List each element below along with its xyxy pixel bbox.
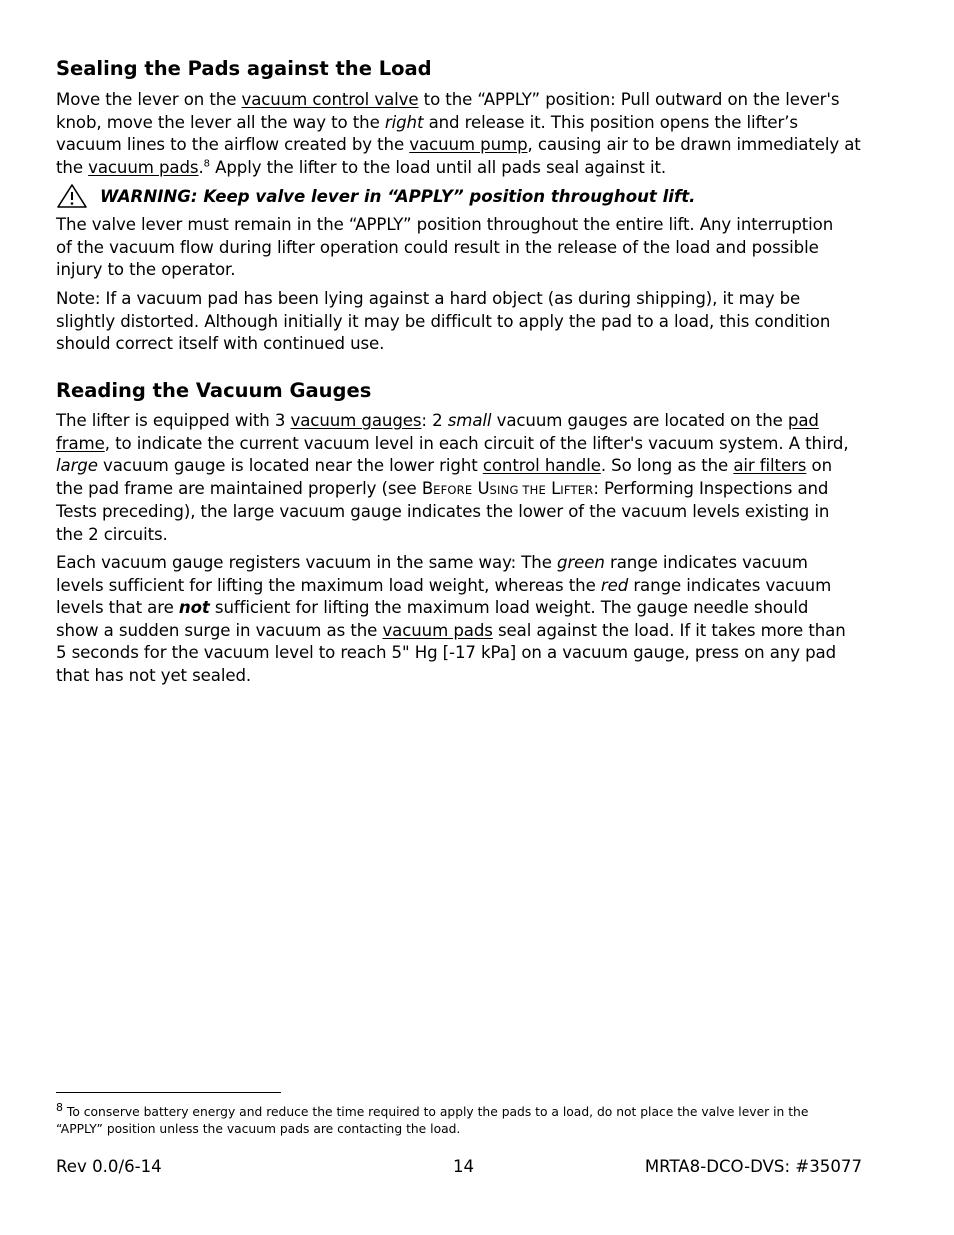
text: the bbox=[56, 157, 89, 177]
text: U bbox=[472, 478, 490, 498]
text-line: of the vacuum flow during lifter operation could result in the release of the load and possible bbox=[56, 237, 819, 257]
text: the pad frame are maintained properly (see bbox=[56, 478, 422, 498]
link-vacuum-control-valve: vacuum control valve bbox=[241, 90, 419, 109]
text: , causing air to be drawn immediately at bbox=[527, 135, 861, 155]
text: SING THE bbox=[489, 482, 546, 497]
text: B bbox=[421, 478, 434, 498]
paragraph-note bbox=[56, 288, 866, 356]
text: vacuum gauges are located on the bbox=[491, 411, 788, 430]
text-line: Tests preceding), the large vacuum gauge indicates the lower of the vacuum levels existing in bbox=[56, 502, 830, 522]
paragraph-gauges-intro bbox=[56, 410, 866, 547]
text: vacuum gauge is located near the lower right bbox=[97, 456, 483, 476]
text-line: the 2 circuits. bbox=[56, 524, 168, 544]
warning-callout bbox=[56, 183, 866, 211]
link-vacuum-pump: vacuum pump bbox=[409, 135, 528, 155]
section-heading-sealing: Sealing the Pads against the Load bbox=[56, 57, 432, 80]
link-air-filters: air filters bbox=[733, 456, 807, 476]
emphasis-small: small bbox=[447, 411, 492, 430]
text: L bbox=[545, 478, 561, 498]
link-vacuum-pads: vacuum pads bbox=[88, 157, 199, 177]
text: levels that are bbox=[56, 598, 179, 618]
text-line: “APPLY” position unless the vacuum pads are contacting the load. bbox=[56, 1122, 461, 1136]
emphasis-red: red bbox=[600, 575, 629, 595]
link-vacuum-gauges: vacuum gauges bbox=[290, 411, 422, 430]
text: and release it. This position opens the lifter’s bbox=[423, 112, 798, 132]
emphasis-not: not bbox=[178, 598, 210, 618]
text: seal against the load. If it takes more than bbox=[492, 620, 846, 640]
footnote-separator bbox=[56, 1092, 281, 1093]
page-footer bbox=[56, 1157, 862, 1179]
text-line: that has not yet sealed. bbox=[56, 665, 252, 685]
footer-revision: Rev 0.0/6-14 bbox=[56, 1157, 162, 1176]
text: show a sudden surge in vacuum as the bbox=[56, 620, 383, 640]
text: . bbox=[198, 157, 204, 177]
link-control-handle: control handle bbox=[482, 456, 601, 476]
text: IFTER bbox=[560, 482, 594, 497]
footnote-number: 8 bbox=[56, 1100, 63, 1114]
warning-text: WARNING: Keep valve lever in “APPLY” position throughout lift. bbox=[100, 187, 696, 206]
text: range indicates vacuum bbox=[628, 575, 832, 595]
footer-document-id: MRTA8-DCO-DVS: #35077 bbox=[644, 1157, 862, 1176]
text: : 2 bbox=[421, 411, 448, 430]
text: to the “APPLY” position: Pull outward on the lever's bbox=[418, 90, 840, 109]
text-line: should correct itself with continued use. bbox=[56, 334, 385, 354]
text: Each vacuum gauge registers vacuum in the same way: The bbox=[56, 553, 558, 572]
text: vacuum lines to the airflow created by the bbox=[56, 135, 410, 155]
text: on bbox=[806, 456, 832, 476]
page-number: 14 bbox=[453, 1157, 475, 1176]
text-line: Note: If a vacuum pad has been lying against a hard object (as during shipping), it may be bbox=[56, 289, 801, 308]
text: range indicates vacuum bbox=[604, 553, 808, 572]
text: . So long as the bbox=[600, 456, 734, 476]
footnote-ref: 8 bbox=[203, 158, 210, 170]
emphasis-large: large bbox=[56, 456, 98, 476]
text: levels sufficient for lifting the maximum load weight, whereas the bbox=[56, 575, 601, 595]
text-line: The valve lever must remain in the “APPLY” position throughout the entire lift. Any interruption bbox=[56, 215, 834, 234]
warning-triangle-icon bbox=[56, 183, 88, 209]
emphasis-green: green bbox=[557, 553, 605, 572]
link-vacuum-pads-2: vacuum pads bbox=[382, 620, 493, 640]
section-reference bbox=[422, 479, 594, 498]
text-line: 5 seconds for the vacuum level to reach 5" Hg [-17 kPa] on a vacuum gauge, press on any pad bbox=[56, 643, 837, 663]
text: Move the lever on the bbox=[56, 90, 242, 109]
text: To conserve battery energy and reduce the time required to apply the pads to a load, do not place the valve lever in the bbox=[63, 1105, 809, 1119]
emphasis-right: right bbox=[384, 112, 424, 132]
footnote bbox=[56, 1100, 876, 1138]
paragraph-valve-lever bbox=[56, 214, 866, 282]
text-line: slightly distorted. Although initially it may be difficult to apply the pad to a load, this condition bbox=[56, 311, 831, 331]
link-pad-frame-cont: frame bbox=[56, 433, 105, 453]
text: EFORE bbox=[433, 482, 473, 497]
paragraph-sealing-intro bbox=[56, 89, 866, 179]
text: Apply the lifter to the load until all pads seal against it. bbox=[209, 157, 667, 177]
link-pad-frame: pad bbox=[787, 411, 819, 430]
paragraph-gauge-ranges bbox=[56, 552, 866, 688]
text: sufficient for lifting the maximum load weight. The gauge needle should bbox=[209, 598, 809, 618]
text: knob, move the lever all the way to the bbox=[56, 112, 385, 132]
text-line: injury to the operator. bbox=[56, 260, 236, 280]
text: The lifter is equipped with 3 bbox=[56, 411, 291, 430]
section-heading-gauges: Reading the Vacuum Gauges bbox=[56, 379, 372, 402]
text: : Performing Inspections and bbox=[593, 478, 829, 498]
text: , to indicate the current vacuum level in each circuit of the lifter's vacuum system. A third, bbox=[104, 433, 849, 453]
